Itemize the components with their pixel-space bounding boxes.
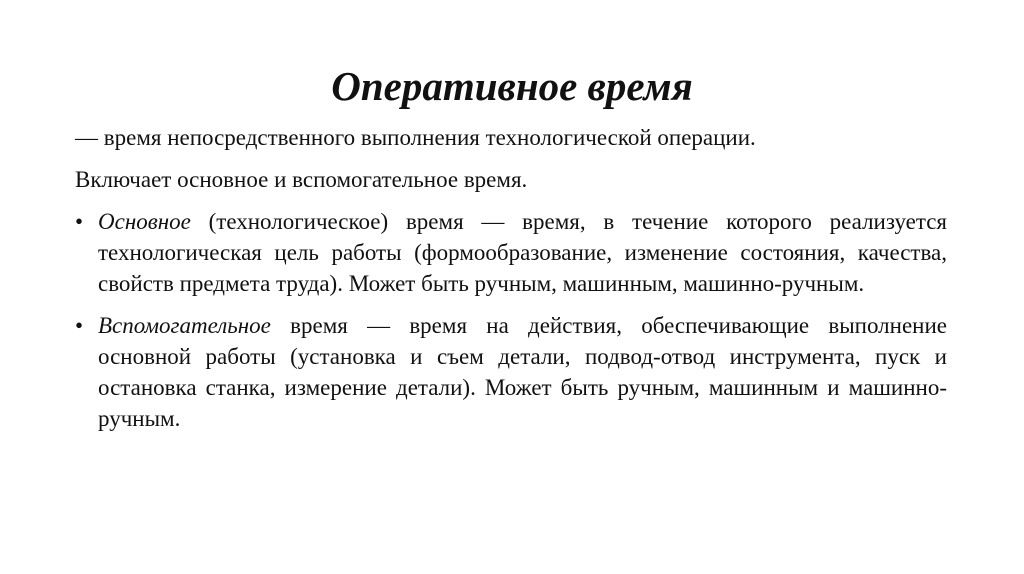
bullet-marker: • <box>75 209 84 234</box>
bullet-term: Основное <box>98 209 191 234</box>
slide-body <box>75 122 947 434</box>
bullet-term: Вспомогательное <box>98 313 271 338</box>
slide-title: Оперативное время <box>331 63 693 109</box>
bullet-marker: • <box>75 313 84 338</box>
includes-text: Включает основное и вспомогательное время. <box>75 167 528 192</box>
definition-text: — время непосредственного выполнения технологической операции. <box>75 125 756 150</box>
bullet-auxiliary-time <box>75 310 947 434</box>
bullet-text: (технологическое) время — время, в течение которого реализуется технологическая цель работы (формообразование, изменение состояния, качества, свойств предмета труда). Может быть ручным, машинным, машинно-ручным. <box>98 209 947 296</box>
bullet-text: время — время на действия, обеспечивающие выполнение основной работы (установка и съем детали, подвод-отвод инструмента, пуск и остановка станка, измерение детали). Может быть ручным, машинным и машинно-ручным. <box>98 313 947 431</box>
bullet-main-time <box>75 206 947 299</box>
